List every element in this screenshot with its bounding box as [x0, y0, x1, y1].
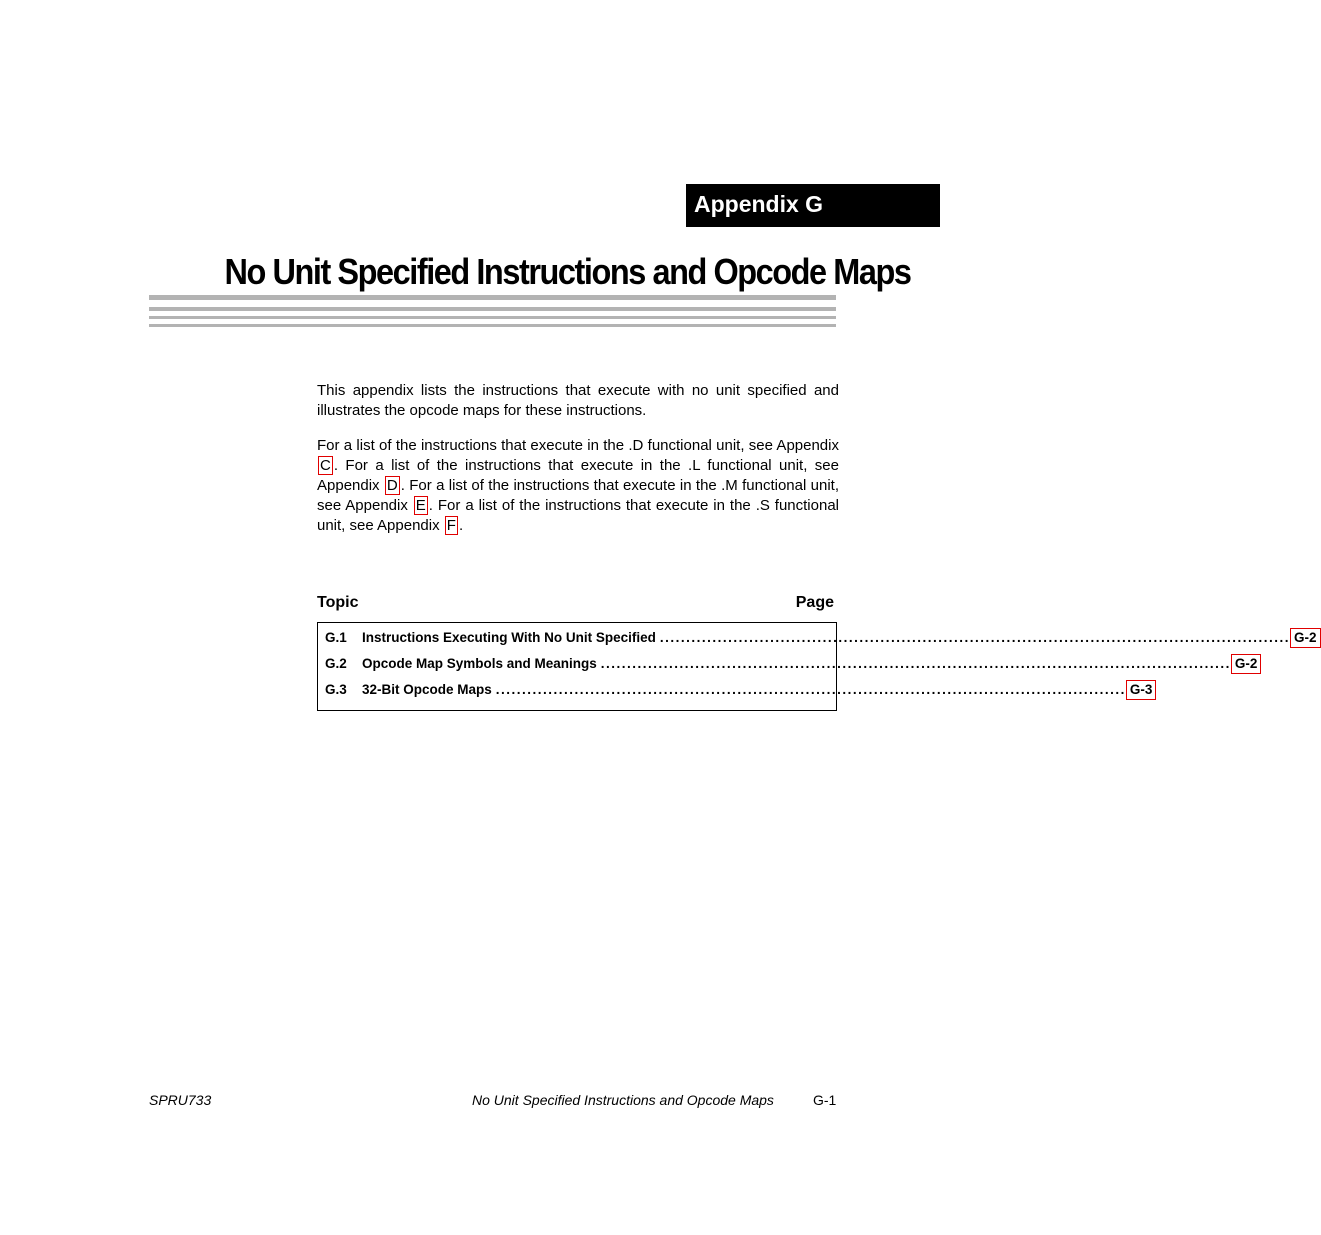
appendix-e-link[interactable]: E: [415, 497, 426, 514]
toc-entry: [325, 628, 1317, 648]
toc-entry-number: G.1: [325, 630, 347, 645]
toc-page-label: Page: [795, 594, 834, 611]
crossref-text-1: For a list of the instructions that execute in the .D functional unit, see Appendix: [317, 437, 839, 454]
crossref-text-4: . For a list of the instructions that execute in the .S functional unit, see Appendix: [317, 497, 840, 534]
toc-entry-number: G.3: [325, 682, 347, 697]
title-rule-3: [149, 316, 836, 319]
crossref-paragraph-text: [317, 436, 839, 536]
footer-running-title: No Unit Specified Instructions and Opcode Maps: [472, 1092, 774, 1108]
toc-entry-title: Opcode Map Symbols and Meanings: [362, 656, 597, 671]
crossref-text-5: .: [458, 517, 464, 534]
footer-page-number: G-1: [813, 1092, 837, 1108]
toc-leader-dots: ........................................................................................................................: [659, 630, 1290, 645]
toc-entry-page-link[interactable]: G-2: [1231, 654, 1262, 674]
intro-paragraph: [317, 381, 839, 421]
toc-entry: [325, 654, 1258, 674]
toc-box: [317, 622, 1317, 711]
appendix-label: Appendix G: [686, 184, 940, 227]
toc-leader-dots: ........................................................................................................................: [495, 682, 1126, 697]
toc-entry: [325, 680, 1153, 700]
toc-leader-dots: ........................................................................................................................: [600, 656, 1231, 671]
toc-entry-page-link[interactable]: G-3: [1126, 680, 1157, 700]
crossref-text-3: . For a list of the instructions that execute in the .M functional unit, see Appendix: [317, 477, 839, 514]
title-rule-4: [149, 324, 836, 327]
footer-doc-id: SPRU733: [149, 1092, 212, 1108]
toc-entry-title: 32-Bit Opcode Maps: [362, 682, 492, 697]
toc-topic-label: Topic: [317, 594, 359, 611]
title-rule-2: [149, 307, 836, 311]
toc-header: [317, 593, 834, 613]
appendix-f-link[interactable]: F: [446, 517, 456, 534]
title-rule-1: [149, 295, 836, 300]
intro-paragraph-text: This appendix lists the instructions that execute with no unit specified and illustrates the opcode maps for these instructions.: [317, 382, 839, 419]
toc-entry-number: G.2: [325, 656, 347, 671]
appendix-c-link[interactable]: C: [320, 457, 331, 474]
toc-entry-page-link[interactable]: G-2: [1290, 628, 1321, 648]
crossref-paragraph: [317, 436, 839, 536]
toc-entry-title: Instructions Executing With No Unit Specified: [362, 630, 656, 645]
appendix-d-link[interactable]: D: [386, 477, 398, 494]
crossref-text-2: . For a list of the instructions that execute in the .L functional unit, see Appendix: [317, 457, 839, 494]
chapter-title: No Unit Specified Instructions and Opcode Maps: [224, 251, 911, 292]
